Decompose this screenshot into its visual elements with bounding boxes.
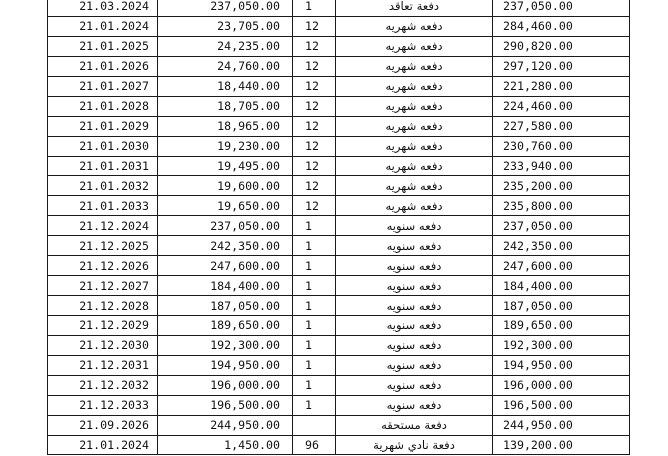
due-date-cell: 21.01.2030 [48,136,158,156]
total-amount-cell: 230,760.00 [493,136,630,156]
due-date-cell: 21.09.2026 [48,415,158,435]
installment-amount-cell: 19,600.00 [158,176,293,196]
due-date-cell: 21.01.2025 [48,36,158,56]
installment-amount-cell: 189,650.00 [158,316,293,336]
table-row [48,56,630,76]
table-row [48,76,630,96]
due-date-cell: 21.12.2031 [48,355,158,375]
table-row [48,296,630,316]
installment-count-cell: 12 [293,16,336,36]
payment-type-cell: دفعه سنويه [336,335,493,355]
table-row [48,335,630,355]
payment-type-cell: دفعه سنويه [336,355,493,375]
total-amount-cell: 196,000.00 [493,375,630,395]
due-date-cell: 21.01.2024 [48,16,158,36]
due-date-cell: 21.12.2030 [48,335,158,355]
installment-count-cell: 1 [293,395,336,415]
installment-count-cell: 12 [293,56,336,76]
total-amount-cell: 235,800.00 [493,196,630,216]
total-amount-cell: 221,280.00 [493,76,630,96]
payment-type-cell: دفعه سنويه [336,216,493,236]
total-amount-cell: 290,820.00 [493,36,630,56]
installment-count-cell: 12 [293,196,336,216]
installment-count-cell: 12 [293,156,336,176]
installment-count-cell: 12 [293,96,336,116]
due-date-cell: 21.01.2027 [48,76,158,96]
payment-type-cell: دفعه شهريه [336,36,493,56]
table-row [48,375,630,395]
payment-type-cell: دفعه سنويه [336,375,493,395]
total-amount-cell: 235,200.00 [493,176,630,196]
table-row [48,415,630,435]
installment-amount-cell: 194,950.00 [158,355,293,375]
installment-amount-cell: 237,050.00 [158,0,293,16]
installment-count-cell: 1 [293,0,336,16]
installment-count-cell: 12 [293,176,336,196]
payment-type-cell: دفعه سنويه [336,395,493,415]
payment-type-cell: دفعة مستحقه [336,415,493,435]
due-date-cell: 21.01.2033 [48,196,158,216]
installment-amount-cell: 237,050.00 [158,216,293,236]
payment-type-cell: دفعه شهريه [336,116,493,136]
installment-count-cell: 12 [293,76,336,96]
payment-type-cell: دفعة تعاقد [336,0,493,16]
installment-amount-cell: 24,760.00 [158,56,293,76]
due-date-cell: 21.12.2024 [48,216,158,236]
table-row [48,276,630,296]
installment-count-cell: 1 [293,296,336,316]
table-row [48,176,630,196]
payment-schedule-table [47,0,630,455]
table-row [48,96,630,116]
payment-type-cell: دفعه شهريه [336,176,493,196]
installment-count-cell: 12 [293,36,336,56]
total-amount-cell: 284,460.00 [493,16,630,36]
payment-type-cell: دفعه سنويه [336,236,493,256]
installment-count-cell: 1 [293,316,336,336]
due-date-cell: 21.12.2027 [48,276,158,296]
table-row [48,0,630,16]
payment-schedule-body [48,0,630,454]
installment-amount-cell: 187,050.00 [158,296,293,316]
payment-type-cell: دفعه شهريه [336,136,493,156]
installment-amount-cell: 196,000.00 [158,375,293,395]
table-row [48,116,630,136]
total-amount-cell: 189,650.00 [493,316,630,336]
installment-amount-cell: 24,235.00 [158,36,293,56]
due-date-cell: 21.12.2028 [48,296,158,316]
installment-amount-cell: 19,650.00 [158,196,293,216]
installment-amount-cell: 192,300.00 [158,335,293,355]
installment-count-cell: 1 [293,256,336,276]
due-date-cell: 21.12.2029 [48,316,158,336]
due-date-cell: 21.01.2024 [48,435,158,454]
total-amount-cell: 242,350.00 [493,236,630,256]
installment-count-cell: 96 [293,435,336,454]
payment-type-cell: دفعة نادي شهرية [336,435,493,454]
installment-amount-cell: 184,400.00 [158,276,293,296]
installment-count-cell: 12 [293,116,336,136]
total-amount-cell: 139,200.00 [493,435,630,454]
table-row [48,395,630,415]
installment-amount-cell: 23,705.00 [158,16,293,36]
payment-type-cell: دفعه شهريه [336,76,493,96]
installment-amount-cell: 196,500.00 [158,395,293,415]
due-date-cell: 21.12.2025 [48,236,158,256]
total-amount-cell: 233,940.00 [493,156,630,176]
total-amount-cell: 297,120.00 [493,56,630,76]
total-amount-cell: 194,950.00 [493,355,630,375]
total-amount-cell: 192,300.00 [493,335,630,355]
due-date-cell: 21.01.2026 [48,56,158,76]
installment-amount-cell: 247,600.00 [158,256,293,276]
total-amount-cell: 187,050.00 [493,296,630,316]
total-amount-cell: 237,050.00 [493,0,630,16]
installment-amount-cell: 1,450.00 [158,435,293,454]
table-row [48,216,630,236]
table-row [48,236,630,256]
due-date-cell: 21.12.2032 [48,375,158,395]
payment-type-cell: دفعه سنويه [336,316,493,336]
total-amount-cell: 196,500.00 [493,395,630,415]
installment-count-cell: 1 [293,335,336,355]
payment-type-cell: دفعه شهريه [336,16,493,36]
total-amount-cell: 244,950.00 [493,415,630,435]
payment-type-cell: دفعه سنويه [336,276,493,296]
installment-count-cell [293,415,336,435]
payment-type-cell: دفعه شهريه [336,156,493,176]
installment-count-cell: 1 [293,375,336,395]
table-row [48,355,630,375]
installment-amount-cell: 18,440.00 [158,76,293,96]
due-date-cell: 21.01.2031 [48,156,158,176]
installment-amount-cell: 18,705.00 [158,96,293,116]
table-row [48,435,630,454]
due-date-cell: 21.01.2032 [48,176,158,196]
installment-amount-cell: 19,230.00 [158,136,293,156]
payment-type-cell: دفعه سنويه [336,256,493,276]
table-row [48,36,630,56]
installment-count-cell: 12 [293,136,336,156]
total-amount-cell: 224,460.00 [493,96,630,116]
payment-type-cell: دفعه شهريه [336,196,493,216]
table-row [48,16,630,36]
total-amount-cell: 247,600.00 [493,256,630,276]
installment-count-cell: 1 [293,236,336,256]
table-row [48,156,630,176]
table-row [48,256,630,276]
due-date-cell: 21.01.2028 [48,96,158,116]
due-date-cell: 21.01.2029 [48,116,158,136]
installment-amount-cell: 18,965.00 [158,116,293,136]
installment-count-cell: 1 [293,355,336,375]
payment-type-cell: دفعه شهريه [336,96,493,116]
total-amount-cell: 184,400.00 [493,276,630,296]
installment-count-cell: 1 [293,276,336,296]
installment-amount-cell: 244,950.00 [158,415,293,435]
due-date-cell: 21.12.2033 [48,395,158,415]
due-date-cell: 21.12.2026 [48,256,158,276]
total-amount-cell: 237,050.00 [493,216,630,236]
total-amount-cell: 227,580.00 [493,116,630,136]
installment-amount-cell: 242,350.00 [158,236,293,256]
table-row [48,136,630,156]
table-row [48,196,630,216]
payment-type-cell: دفعه شهريه [336,56,493,76]
installment-count-cell: 1 [293,216,336,236]
payment-type-cell: دفعه سنويه [336,296,493,316]
installment-amount-cell: 19,495.00 [158,156,293,176]
due-date-cell: 21.03.2024 [48,0,158,16]
table-row [48,316,630,336]
